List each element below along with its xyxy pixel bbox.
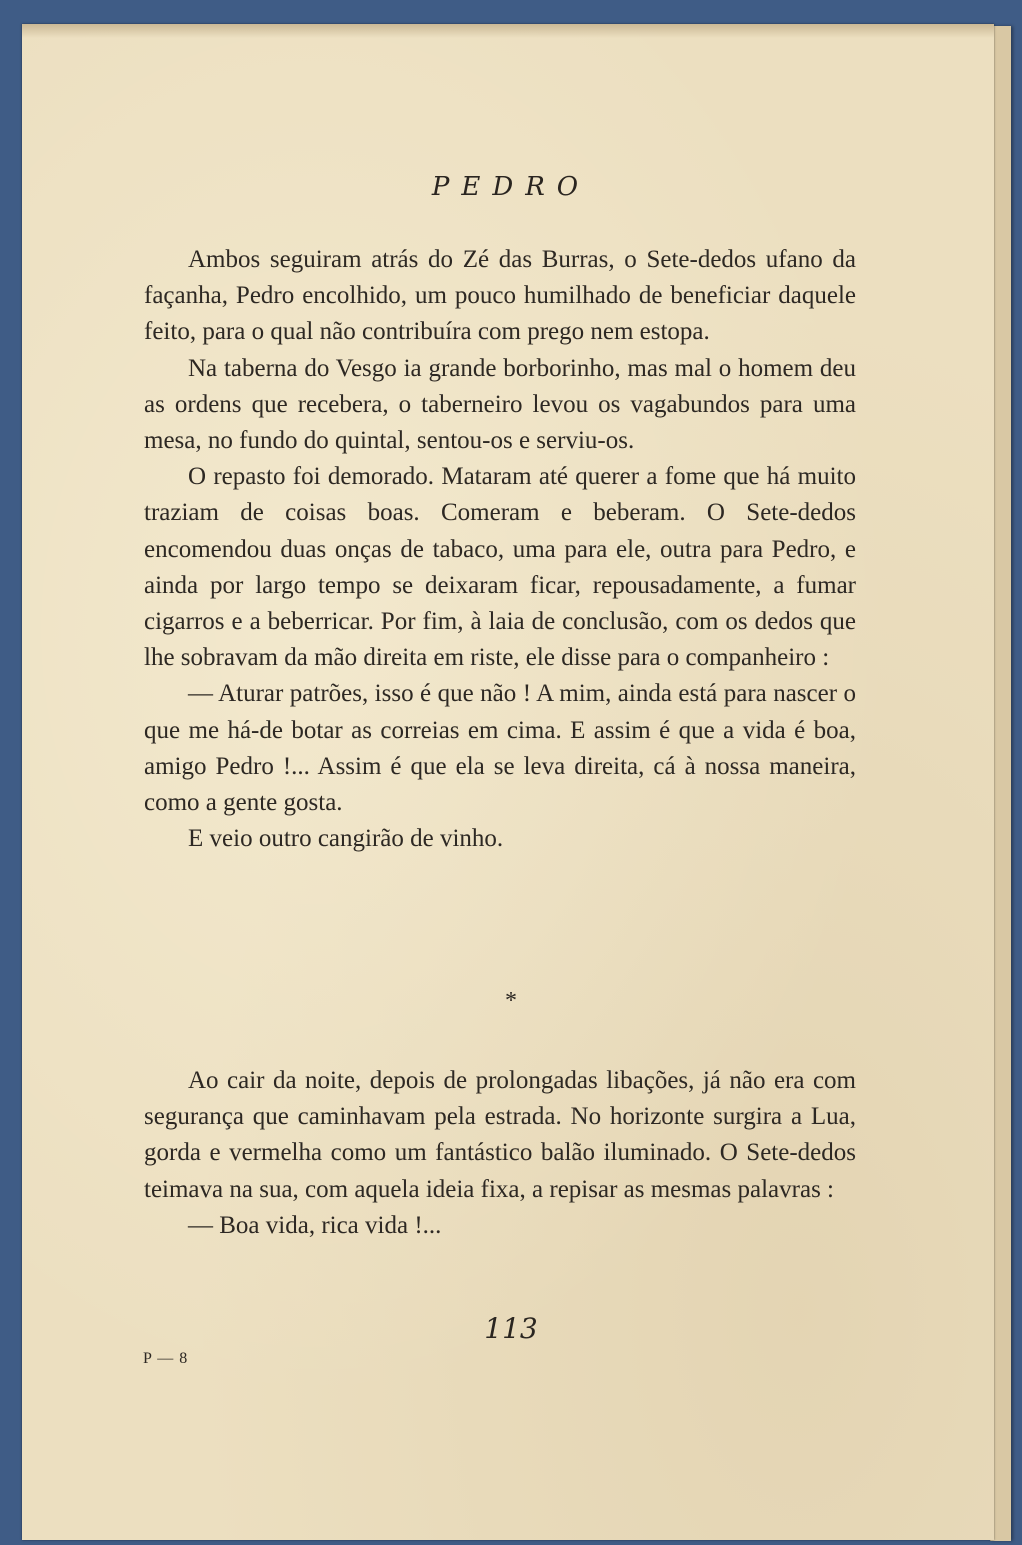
signature-mark: P — 8 (143, 1350, 189, 1367)
paragraph: — Aturar patrões, isso é que não ! A mim, ainda está para nascer o que me há-de botar as correias em cima. E assim é que a vida é boa, amigo Pedro !... Assim é que ela se leva direita, cá à nossa maneira, como a gente gosta. (144, 680, 856, 817)
running-title: PEDRO (431, 172, 591, 202)
page-top-edge (22, 24, 994, 38)
paragraph: O repasto foi demorado. Mataram até querer a fome que há muito traziam de coisas boas. Comeram e beberam. O Sete-dedos encomendou duas onças de tabaco, uma para ele, outra para Pedro, e ainda por largo tempo se deixaram ficar, repousadamente, a fumar cigarros e a beberricar. Por fim, à laia de conclusão, com os dedos que lhe sobravam da mão direita em riste, ele disse para o companheiro : (144, 463, 856, 672)
paragraph: Ao cair da noite, depois de prolongadas libações, já não era com segurança que caminhavam pela estrada. No horizonte surgira a Lua, gorda e vermelha como um fantástico balão iluminado. O Sete-dedos teimava na sua, com aquela ideia fixa, a repisar as mesmas palavras : (144, 1067, 856, 1203)
section-one (144, 242, 856, 857)
paragraph: — Boa vida, rica vida !... (188, 1211, 442, 1239)
paragraph: Ambos seguiram atrás do Zé das Burras, o Sete-dedos ufano da façanha, Pedro encolhido, um pouco humilhado de beneficiar daquele feito, para o qual não contribuíra com prego nem estopa. (144, 246, 856, 346)
paragraph: E veio outro cangirão de vinho. (188, 825, 504, 853)
section-separator: * (505, 988, 517, 1014)
section-two (144, 1063, 856, 1244)
paragraph: Na taberna do Vesgo ia grande borborinho, mas mal o homem deu as ordens que recebera, o taberneiro levou os vagabundos para uma mesa, no fundo do quintal, sentou-os e serviu-os. (144, 354, 856, 455)
page-number: 113 (484, 1312, 538, 1345)
